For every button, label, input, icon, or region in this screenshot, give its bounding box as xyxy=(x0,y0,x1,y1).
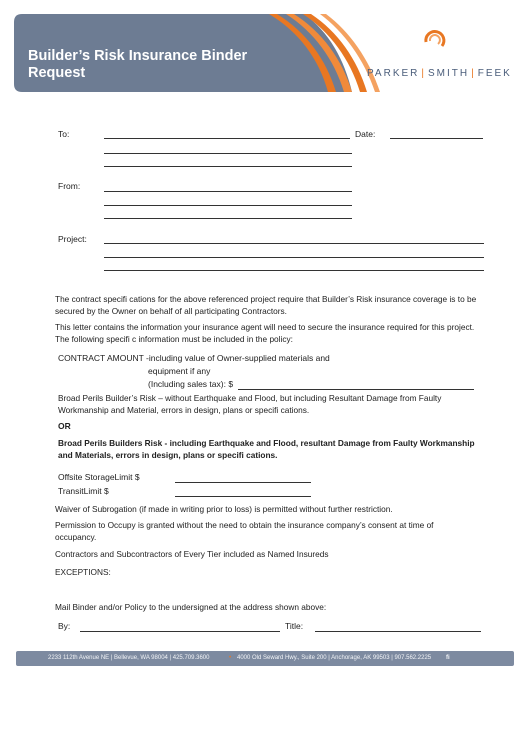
contract-specifications-paragraph: The contract specifi cations for the above referenced project require that Builder’s Risk insurance coverage is to be secured by the Owner on behalf of all participating Contractors. xyxy=(55,294,477,316)
from-field-line-2[interactable] xyxy=(104,205,352,206)
title-field-line[interactable] xyxy=(315,631,481,632)
transit-limit-label: TransitLimit $ xyxy=(58,486,109,496)
page-title xyxy=(28,48,268,82)
footer-bellevue-address: 2233 112th Avenue NE | Bellevue, WA 98004 | 425.709.3600 xyxy=(48,655,210,661)
brand-part-smith: SMITH xyxy=(428,68,470,79)
to-field-line-3[interactable] xyxy=(104,166,352,167)
from-field-line-3[interactable] xyxy=(104,218,352,219)
footer-bar xyxy=(16,651,514,666)
project-label: Project: xyxy=(58,234,87,244)
to-field-line-2[interactable] xyxy=(104,153,352,154)
title-label: Title: xyxy=(285,621,304,631)
contract-amount-label: CONTRACT AMOUNT -including value of Owner-supplied materials and xyxy=(58,353,330,363)
mail-binder-instruction: Mail Binder and/or Policy to the undersigned at the address shown above: xyxy=(55,602,327,612)
broad-perils-with-earthquake: Broad Perils Builders Risk - including Earthquake and Flood, resultant Damage from Faulty Workmanship and Materials, errors in design, plans or specifi cations. xyxy=(58,438,475,460)
project-field-line-2[interactable] xyxy=(104,257,484,258)
date-field-line[interactable] xyxy=(390,138,483,139)
contract-amount-field-line[interactable] xyxy=(238,389,474,390)
by-label: By: xyxy=(58,621,71,631)
offsite-storage-label: Offsite StorageLimit $ xyxy=(58,472,140,482)
from-field-line-1[interactable] xyxy=(104,191,352,192)
title-line-1: Builder’s Risk Insurance Binder xyxy=(28,48,248,64)
waiver-of-subrogation: Waiver of Subrogation (if made in writing prior to loss) is permitted without further restriction. xyxy=(55,504,393,514)
offsite-storage-field-line[interactable] xyxy=(175,482,311,483)
footer-mark: fi xyxy=(446,655,450,661)
brand-part-feek: FEEK xyxy=(477,68,512,79)
to-label: To: xyxy=(58,129,70,139)
contract-amount-sales-tax: (Including sales tax): $ xyxy=(148,379,234,389)
project-field-line-1[interactable] xyxy=(104,243,484,244)
from-label: From: xyxy=(58,181,81,191)
brand-part-parker: PARKER xyxy=(367,68,420,79)
brand-separator: | xyxy=(421,68,426,79)
permission-to-occupy: Permission to Occupy is granted without the need to obtain the insurance company’s consent at time of occupancy. xyxy=(55,520,434,542)
brand-name xyxy=(367,68,512,79)
company-logo-icon xyxy=(420,28,448,54)
broad-perils-without-earthquake: Broad Perils Builder’s Risk – without Earthquake and Flood, but including Resultant Damage from Faulty Workmanship and Material, errors in design, plans or specifi cations. xyxy=(58,393,442,415)
transit-limit-field-line[interactable] xyxy=(175,496,311,497)
footer-separator: • xyxy=(229,655,232,661)
by-field-line[interactable] xyxy=(80,631,280,632)
exceptions-label: EXCEPTIONS: xyxy=(55,567,111,577)
named-insureds: Contractors and Subcontractors of Every Tier included as Named Insureds xyxy=(55,549,329,559)
date-label: Date: xyxy=(355,129,376,139)
letter-info-paragraph: This letter contains the information your insurance agent will need to secure the insurance required for this project. The following specifi c information must be included in the policy: xyxy=(55,322,475,344)
footer-anchorage-address: 4000 Old Seward Hwy., Suite 200 | Anchorage, AK 99503 | 907.562.2225 xyxy=(237,655,432,661)
contract-amount-equipment: equipment if any xyxy=(148,366,211,376)
or-label: OR xyxy=(58,421,71,431)
brand-separator: | xyxy=(471,68,476,79)
project-field-line-3[interactable] xyxy=(104,270,484,271)
title-line-2: Request xyxy=(28,65,86,81)
to-field-line-1[interactable] xyxy=(104,138,350,139)
